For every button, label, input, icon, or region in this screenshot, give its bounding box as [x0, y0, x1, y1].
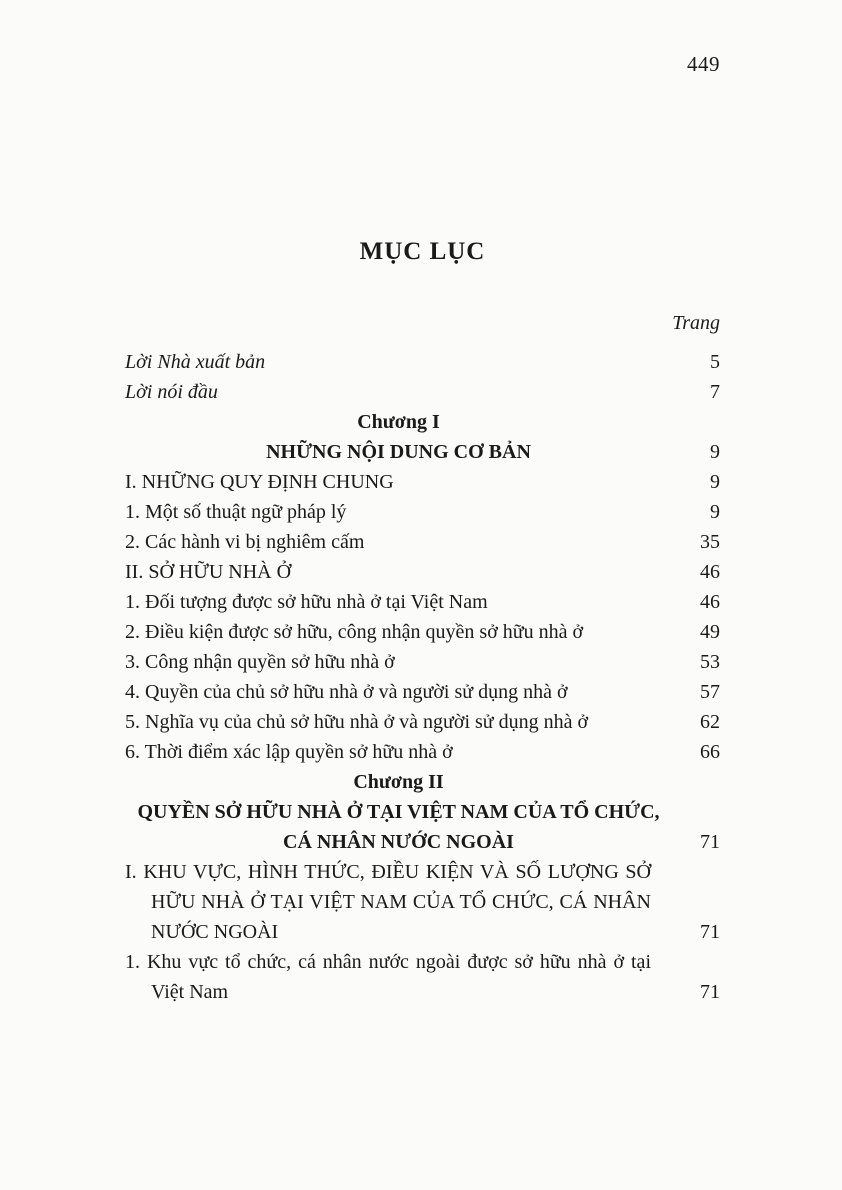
- toc-entry-text: 5. Nghĩa vụ của chủ sở hữu nhà ở và người sử dụng nhà ở: [125, 711, 589, 733]
- toc-entry-text: Lời nói đầu: [125, 381, 218, 403]
- toc-entry-text: 2. Điều kiện được sở hữu, công nhận quyền sở hữu nhà ở: [125, 621, 584, 643]
- toc-entry-text: 2. Các hành vi bị nghiêm cấm: [125, 531, 365, 553]
- page-title: MỤC LỤC: [359, 238, 486, 265]
- toc-entry: [125, 707, 720, 737]
- toc-entry: [125, 377, 720, 407]
- toc-entry-text: I. NHỮNG QUY ĐỊNH CHUNG: [125, 471, 394, 493]
- toc-entry: [125, 737, 720, 767]
- toc-entry: [125, 647, 720, 677]
- toc-entry: [125, 347, 720, 377]
- toc-section: [125, 857, 720, 947]
- toc-entry-text: QUYỀN SỞ HỮU NHÀ Ở TẠI VIỆT NAM CỦA TỔ CHỨC, CÁ NHÂN NƯỚC NGOÀI: [137, 801, 660, 853]
- toc-entry: [125, 947, 720, 1007]
- toc-entry-text: 1. Đối tượng được sở hữu nhà ở tại Việt Nam: [125, 591, 488, 613]
- toc-entry-text: 1. Một số thuật ngữ pháp lý: [125, 501, 347, 523]
- toc-entry-page: 62: [700, 711, 720, 733]
- page-column-label: Trang: [672, 312, 720, 334]
- page-number: 449: [687, 52, 720, 76]
- toc-entry-text: 6. Thời điểm xác lập quyền sở hữu nhà ở: [125, 741, 453, 763]
- toc-entry-text: II. SỞ HỮU NHÀ Ở: [125, 561, 292, 583]
- toc-chapter-title: [125, 797, 720, 857]
- toc-chapter-heading: [125, 407, 720, 437]
- toc-section: [125, 557, 720, 587]
- toc-entry-text: 3. Công nhận quyền sở hữu nhà ở: [125, 651, 395, 673]
- toc-section: [125, 467, 720, 497]
- toc-entry-text: NHỮNG NỘI DUNG CƠ BẢN: [266, 441, 531, 463]
- toc-entry-page: 53: [700, 651, 720, 673]
- toc-entry: [125, 587, 720, 617]
- toc-entry-page: 66: [700, 741, 720, 763]
- page-content: [125, 238, 720, 1007]
- toc-entry-page: 57: [700, 681, 720, 703]
- table-of-contents: [125, 347, 720, 1007]
- toc-entry-text: 1. Khu vực tổ chức, cá nhân nước ngoài được sở hữu nhà ở tại Việt Nam: [125, 951, 651, 1003]
- toc-chapter-title: [125, 437, 720, 467]
- toc-entry-page: 71: [700, 981, 720, 1003]
- toc-entry-text: I. KHU VỰC, HÌNH THỨC, ĐIỀU KIỆN VÀ SỐ LƯỢNG SỞ HỮU NHÀ Ở TẠI VIỆT NAM CỦA TỔ CHỨC, CÁ NHÂN NƯỚC NGOÀI: [125, 861, 651, 943]
- toc-entry-page: 9: [710, 471, 720, 493]
- toc-chapter-heading: [125, 767, 720, 797]
- toc-entry-page: 71: [700, 921, 720, 943]
- toc-entry-page: 49: [700, 621, 720, 643]
- toc-entry: [125, 677, 720, 707]
- toc-entry-text: Chương II: [353, 771, 444, 793]
- toc-entry-page: 9: [710, 501, 720, 523]
- toc-entry-page: 46: [700, 561, 720, 583]
- toc-entry-text: Chương I: [357, 411, 440, 433]
- toc-entry-page: 46: [700, 591, 720, 613]
- toc-entry-page: 35: [700, 531, 720, 553]
- toc-entry-text: 4. Quyền của chủ sở hữu nhà ở và người sử dụng nhà ở: [125, 681, 568, 703]
- toc-entry: [125, 527, 720, 557]
- toc-entry-page: 7: [710, 381, 720, 403]
- toc-entry-text: Lời Nhà xuất bản: [125, 351, 266, 373]
- toc-entry-page: 71: [700, 831, 720, 853]
- toc-entry-page: 9: [710, 441, 720, 463]
- toc-entry: [125, 617, 720, 647]
- toc-entry: [125, 497, 720, 527]
- toc-entry-page: 5: [710, 351, 720, 373]
